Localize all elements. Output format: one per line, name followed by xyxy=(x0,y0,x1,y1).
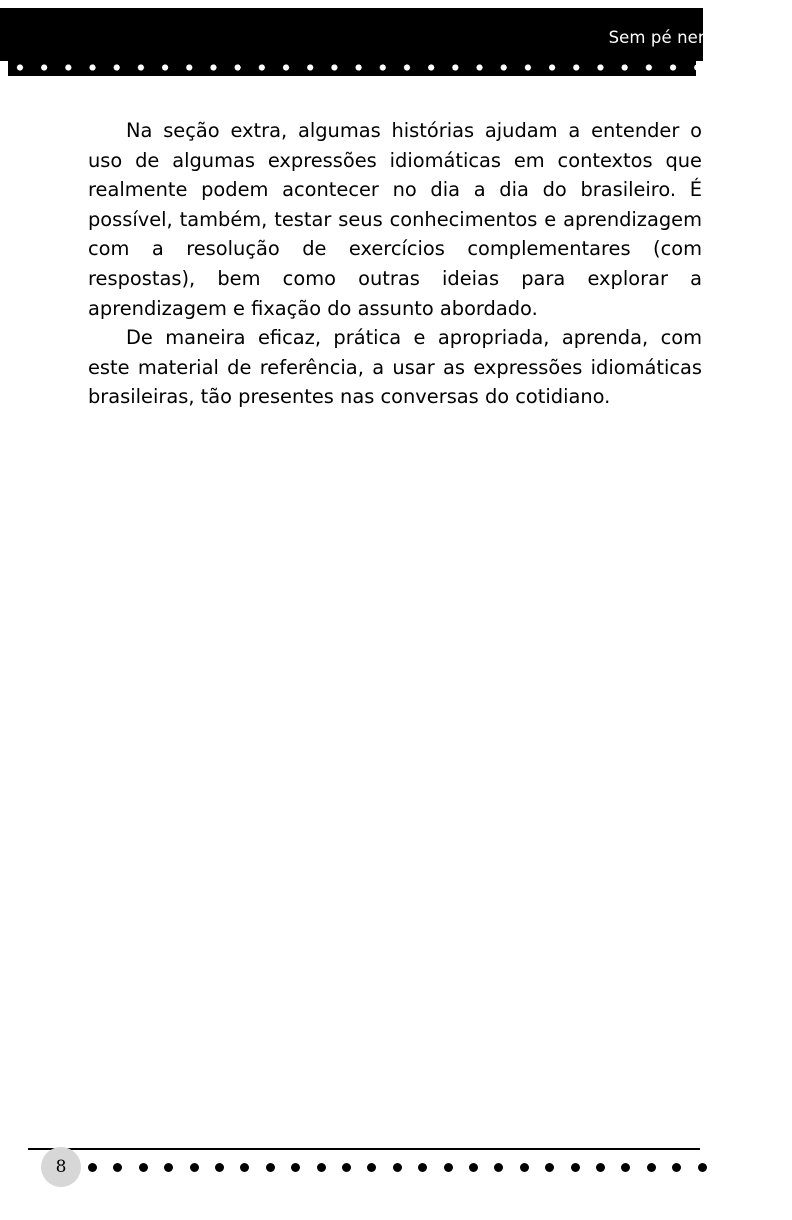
footer-dot-icon xyxy=(164,1163,173,1172)
footer-dot-icon xyxy=(342,1163,351,1172)
page-number-badge: 8 xyxy=(41,1147,81,1187)
footer-dot-icon xyxy=(393,1163,402,1172)
page-body xyxy=(88,116,702,412)
footer-rule xyxy=(28,1148,700,1150)
footer-dot-icon xyxy=(317,1163,326,1172)
header-black-band xyxy=(0,8,703,61)
footer-dot-icon xyxy=(494,1163,503,1172)
body-paragraph: De maneira eficaz, prática e apropriada, aprenda, com este material de referência, a usar as expressões idiomáticas brasileiras, tão presentes nas conversas do cotidiano. xyxy=(88,326,702,409)
footer-dot-icon xyxy=(367,1163,376,1172)
footer-dot-icon xyxy=(418,1163,427,1172)
page-footer xyxy=(0,1140,792,1200)
body-paragraph: Na seção extra, algumas histórias ajudam a entender o uso de algumas expressões idiomáticas em contextos que realmente podem acontecer no dia a dia do brasileiro. É possível, também, testar seus conhecimentos e aprendizagem com a resolução de exercícios complementares (com respostas), bem como outras ideias para explorar a aprendizagem e fixação do assunto abordado. xyxy=(88,119,702,320)
footer-dot-icon xyxy=(215,1163,224,1172)
footer-dot-icon xyxy=(469,1163,478,1172)
footer-dot-icon xyxy=(672,1163,681,1172)
footer-dot-icon xyxy=(88,1163,97,1172)
footer-dot-icon xyxy=(190,1163,199,1172)
footer-dot-icon xyxy=(139,1163,148,1172)
footer-dot-icon xyxy=(266,1163,275,1172)
footer-dotted-rule-icon xyxy=(88,1158,704,1176)
footer-dot-icon xyxy=(621,1163,630,1172)
header-bottom-rule xyxy=(8,74,696,76)
footer-dot-icon xyxy=(647,1163,656,1172)
footer-dot-icon xyxy=(698,1163,707,1172)
footer-dot-icon xyxy=(240,1163,249,1172)
footer-dot-icon xyxy=(291,1163,300,1172)
footer-dot-icon xyxy=(571,1163,580,1172)
footer-dot-icon xyxy=(444,1163,453,1172)
footer-dot-icon xyxy=(596,1163,605,1172)
footer-dot-icon xyxy=(520,1163,529,1172)
running-title: Sem pé nem cabeça xyxy=(608,28,779,47)
footer-dot-icon xyxy=(113,1163,122,1172)
header-dotted-rule-icon xyxy=(8,61,696,74)
footer-dot-icon xyxy=(545,1163,554,1172)
